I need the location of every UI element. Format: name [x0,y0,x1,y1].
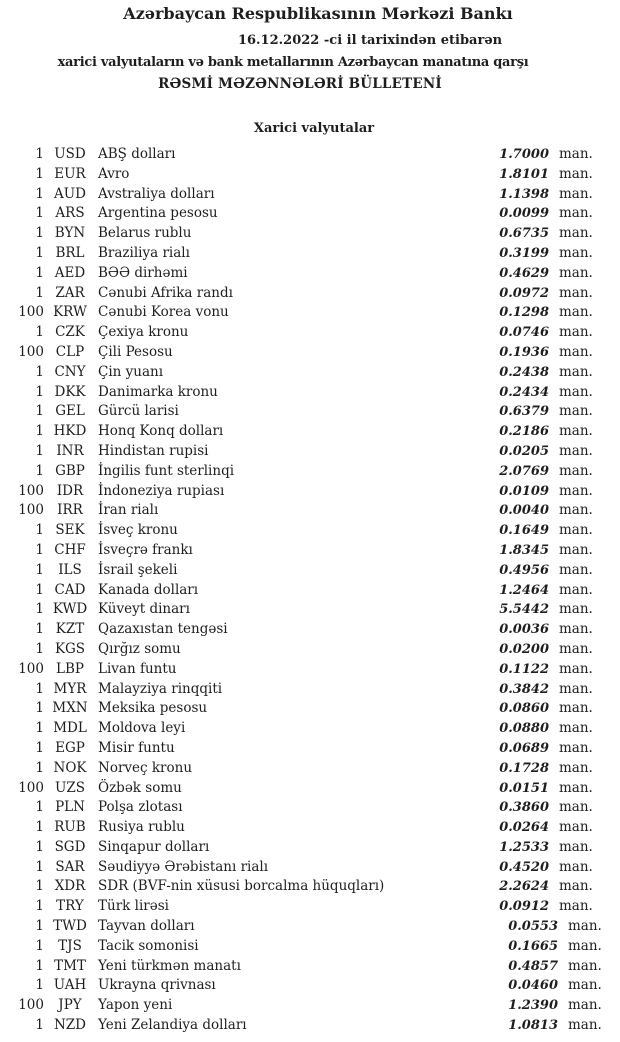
unit-cell: man. [559,423,593,440]
unit-cell: man. [559,165,593,182]
subtitle-line: xarici valyutaların və bank metallarının Azərbaycan manatına qarşı [57,55,529,70]
unit-cell: man. [559,660,593,677]
unit-cell: man. [559,304,593,321]
quantity-cell: 100 [18,779,44,796]
currency-name-cell: Çili Pesosu [98,343,173,360]
rate-cell: 0.1665 [508,938,558,954]
currency-name-cell: ABŞ dolları [98,146,176,162]
unit-cell: man. [559,898,593,915]
unit-cell: man. [559,541,593,558]
table-row [0,779,620,799]
currency-code-cell: KWD [52,601,88,618]
unit-cell: man. [559,700,593,717]
currency-code-cell: HKD [53,423,87,440]
rate-cell: 0.0109 [499,483,549,499]
quantity-cell: 1 [35,403,44,420]
currency-code-cell: NOK [53,759,87,776]
currency-code-cell: KZT [55,621,85,638]
rate-cell: 1.8345 [499,542,549,558]
rate-cell: 0.3199 [499,245,549,261]
quantity-cell: 1 [35,423,44,440]
bank-title: Azərbaycan Respublikasının Mərkəzi Bankı [123,4,513,23]
currency-name-cell: Kanada dolları [98,581,199,598]
table-row [0,976,620,996]
table-row [0,719,620,739]
currency-name-cell: Yapon yeni [98,997,173,1014]
quantity-cell: 1 [35,244,44,261]
quantity-cell: 1 [35,363,44,380]
currency-name-cell: Yeni türkmən manatı [98,957,241,974]
currency-name-cell: Qazaxıstan tengəsi [98,621,228,638]
currency-code-cell: GBP [55,462,85,479]
currency-code-cell: AUD [54,185,86,202]
unit-cell: man. [559,244,593,261]
table-row [0,343,620,363]
quantity-cell: 100 [18,997,44,1014]
bulletin-title: RƏSMİ MƏZƏNNƏLƏRİ BÜLLETENİ [158,76,442,92]
currency-name-cell: Meksika pesosu [98,700,208,717]
currency-code-cell: EGP [55,739,85,756]
table-row [0,204,620,224]
rate-cell: 0.0689 [499,740,549,756]
table-row [0,1016,620,1036]
currency-name-cell: Sinqapur dolları [98,838,210,855]
currency-name-cell: Cənubi Afrika randı [98,284,233,301]
table-row [0,303,620,323]
table-row [0,482,620,502]
currency-code-cell: SEK [55,522,85,539]
unit-cell: man. [559,442,593,459]
table-row [0,660,620,680]
unit-cell: man. [559,462,593,479]
currency-code-cell: ILS [58,561,82,578]
table-row [0,818,620,838]
rate-cell: 1.0813 [508,1018,558,1034]
currency-name-cell: Rusiya rublu [98,819,185,836]
unit-cell: man. [559,522,593,539]
quantity-cell: 100 [18,343,44,360]
quantity-cell: 1 [35,225,44,242]
unit-cell: man. [568,918,602,935]
rate-cell: 1.2533 [499,839,549,855]
unit-cell: man. [559,621,593,638]
table-row [0,501,620,521]
quantity-cell: 100 [18,304,44,321]
unit-cell: man. [559,225,593,242]
currency-name-cell: Çin yuanı [98,363,164,380]
table-row [0,244,620,264]
currency-name-cell: Qırğız somu [98,640,181,657]
rate-cell: 0.1936 [499,344,549,360]
table-row [0,541,620,561]
rate-cell: 0.0553 [508,919,558,935]
rate-cell: 1.7000 [499,147,549,162]
rate-cell: 0.0460 [508,978,558,994]
currency-name-cell: Misir funtu [98,739,175,756]
section-title-foreign-currencies: Xarici valyutalar [253,121,375,136]
table-row [0,561,620,581]
rate-cell: 5.5442 [499,602,549,618]
currency-name-cell: İsveçrə frankı [98,541,193,558]
rates-table [0,145,620,1036]
unit-cell: man. [559,581,593,598]
quantity-cell: 1 [35,462,44,479]
currency-code-cell: AED [54,264,86,281]
table-row [0,640,620,660]
unit-cell: man. [568,937,602,954]
currency-name-cell: Küveyt dinarı [98,601,190,618]
unit-cell: man. [559,403,593,420]
currency-code-cell: PLN [55,799,85,816]
rate-cell: 2.0769 [499,463,549,479]
currency-name-cell: Yeni Zelandiya dolları [98,1017,247,1034]
unit-cell: man. [559,720,593,737]
currency-code-cell: UZS [54,779,85,796]
rate-cell: 0.2438 [499,364,549,380]
unit-cell: man. [559,146,593,162]
currency-code-cell: SGD [54,838,86,855]
currency-name-cell: Türk lirəsi [98,898,169,915]
unit-cell: man. [559,601,593,618]
quantity-cell: 1 [35,522,44,539]
currency-code-cell: ZAR [55,284,85,301]
currency-name-cell: BƏƏ dirhəmi [98,264,188,281]
unit-cell: man. [559,680,593,697]
currency-code-cell: NZD [53,1017,87,1034]
quantity-cell: 1 [35,264,44,281]
rate-cell: 0.0040 [499,503,549,519]
unit-cell: man. [559,878,593,895]
quantity-cell: 1 [35,284,44,301]
currency-code-cell: RUB [54,819,86,836]
currency-code-cell: MXN [52,700,88,717]
quantity-cell: 1 [35,898,44,915]
rate-cell: 0.1649 [499,523,549,539]
currency-name-cell: Ukrayna qrivnası [98,977,216,994]
currency-name-cell: Səudiyyə Ərəbistanı rialı [98,858,269,875]
unit-cell: man. [559,324,593,341]
unit-cell: man. [568,977,602,994]
currency-code-cell: CNY [54,363,86,380]
currency-name-cell: Özbək somu [98,779,182,796]
rate-cell: 1.1398 [499,186,549,202]
currency-name-cell: Norveç kronu [98,759,193,776]
quantity-cell: 1 [35,185,44,202]
rate-cell: 0.2186 [499,424,549,440]
rate-cell: 0.1298 [499,305,549,321]
quantity-cell: 1 [35,720,44,737]
table-row [0,422,620,442]
rate-cell: 0.0200 [499,641,549,657]
table-row [0,858,620,878]
currency-code-cell: KRW [53,304,87,321]
currency-code-cell: CHF [54,541,86,558]
table-row [0,224,620,244]
table-row [0,996,620,1016]
currency-code-cell: CZK [55,324,85,341]
quantity-cell: 1 [35,878,44,895]
rate-cell: 2.2624 [499,879,549,895]
table-row [0,264,620,284]
currency-code-cell: XDR [54,878,86,895]
quantity-cell: 100 [18,660,44,677]
currency-name-cell: Belarus rublu [98,225,192,242]
quantity-cell: 1 [35,165,44,182]
rate-cell: 1.2390 [508,998,558,1014]
currency-code-cell: IDR [56,482,84,499]
quantity-cell: 1 [35,739,44,756]
table-row [0,185,620,205]
currency-name-cell: Hindistan rupisi [98,442,209,459]
table-row [0,323,620,343]
currency-code-cell: LBP [56,660,84,677]
rate-cell: 0.3860 [499,800,549,816]
currency-name-cell: Danimarka kronu [98,383,218,400]
rate-cell: 0.4857 [508,958,558,974]
table-row [0,917,620,937]
quantity-cell: 1 [35,838,44,855]
quantity-cell: 1 [35,957,44,974]
currency-code-cell: GEL [55,403,85,420]
currency-code-cell: CLP [55,343,85,360]
rate-cell: 0.0912 [499,899,549,915]
unit-cell: man. [559,799,593,816]
currency-name-cell: İngilis funt sterlinqi [98,462,235,479]
currency-code-cell: TMT [54,957,86,974]
currency-code-cell: SAR [55,858,85,875]
currency-name-cell: Moldova leyi [98,720,186,737]
currency-name-cell: Malayziya rinqqiti [98,680,223,697]
currency-name-cell: Gürcü larisi [98,403,179,420]
table-row [0,897,620,917]
unit-cell: man. [559,838,593,855]
quantity-cell: 1 [35,601,44,618]
rate-cell: 1.8101 [499,166,549,182]
currency-code-cell: INR [56,442,84,459]
quantity-cell: 1 [35,621,44,638]
unit-cell: man. [559,502,593,519]
quantity-cell: 1 [35,146,44,162]
currency-name-cell: Avro [98,165,130,182]
currency-name-cell: İran rialı [98,502,159,519]
unit-cell: man. [559,739,593,756]
table-row [0,680,620,700]
rate-cell: 0.1122 [499,661,549,677]
quantity-cell: 100 [18,502,44,519]
quantity-cell: 1 [35,759,44,776]
currency-name-cell: İsveç kronu [98,522,178,539]
quantity-cell: 1 [35,937,44,954]
currency-name-cell: Polşa zlotası [98,799,183,816]
quantity-cell: 1 [35,561,44,578]
unit-cell: man. [568,1017,602,1034]
unit-cell: man. [559,284,593,301]
table-row [0,165,620,185]
effective-date-line: 16.12.2022 -ci il tarixindən etibarən [237,33,503,48]
quantity-cell: 1 [35,324,44,341]
unit-cell: man. [559,819,593,836]
unit-cell: man. [559,185,593,202]
quantity-cell: 1 [35,799,44,816]
quantity-cell: 1 [35,700,44,717]
rate-cell: 0.6379 [499,404,549,420]
quantity-cell: 1 [35,858,44,875]
rate-cell: 0.0972 [499,285,549,301]
currency-code-cell: MYR [53,680,87,697]
currency-name-cell: Tacik somonisi [98,937,199,954]
table-row [0,620,620,640]
quantity-cell: 1 [35,1017,44,1034]
rate-cell: 0.0036 [499,622,549,638]
table-row [0,600,620,620]
rate-cell: 0.2434 [499,384,549,400]
currency-code-cell: USD [54,146,86,162]
table-row [0,383,620,403]
table-row [0,838,620,858]
currency-name-cell: Çexiya kronu [98,324,189,341]
quantity-cell: 1 [35,819,44,836]
currency-name-cell: İndoneziya rupiası [98,482,225,499]
currency-code-cell: KGS [54,640,86,657]
currency-code-cell: TJS [58,937,82,954]
unit-cell: man. [559,264,593,281]
currency-code-cell: CAD [54,581,86,598]
currency-code-cell: DKK [54,383,86,400]
rate-cell: 0.4520 [499,859,549,875]
quantity-cell: 1 [35,442,44,459]
unit-cell: man. [559,759,593,776]
unit-cell: man. [559,482,593,499]
table-row [0,798,620,818]
quantity-cell: 1 [35,918,44,935]
table-row [0,739,620,759]
quantity-cell: 1 [35,205,44,222]
rate-cell: 0.0099 [499,206,549,222]
table-row [0,957,620,977]
currency-code-cell: BYN [54,225,86,242]
quantity-cell: 100 [18,482,44,499]
table-row [0,363,620,383]
currency-name-cell: Honq Konq dolları [98,423,224,440]
unit-cell: man. [559,561,593,578]
currency-name-cell: Braziliya rialı [98,244,190,261]
quantity-cell: 1 [35,541,44,558]
currency-code-cell: UAH [53,977,87,994]
table-row [0,877,620,897]
currency-code-cell: JPY [58,997,82,1014]
table-row [0,937,620,957]
currency-code-cell: EUR [54,165,86,182]
unit-cell: man. [559,779,593,796]
unit-cell: man. [559,343,593,360]
currency-code-cell: ARS [55,205,85,222]
currency-name-cell: Avstraliya dolları [98,185,215,202]
table-row [0,521,620,541]
table-row [0,145,620,165]
currency-name-cell: Cənubi Korea vonu [98,304,229,321]
currency-name-cell: Tayvan dolları [98,918,195,935]
unit-cell: man. [568,957,602,974]
currency-code-cell: TWD [53,918,87,935]
table-row [0,759,620,779]
rate-cell: 0.0746 [499,325,549,341]
currency-code-cell: BRL [55,244,85,261]
quantity-cell: 1 [35,680,44,697]
currency-code-cell: IRR [57,502,83,519]
currency-name-cell: İsrail şekeli [98,561,178,578]
table-row [0,402,620,422]
table-row [0,442,620,462]
rate-cell: 0.1728 [499,760,549,776]
quantity-cell: 1 [35,640,44,657]
rate-cell: 0.0151 [499,780,549,796]
unit-cell: man. [559,363,593,380]
rate-cell: 0.4956 [499,562,549,578]
table-row [0,699,620,719]
currency-code-cell: MDL [53,720,87,737]
rate-cell: 0.0880 [499,721,549,737]
unit-cell: man. [568,997,602,1014]
rate-cell: 0.0264 [499,820,549,836]
currency-name-cell: Livan funtu [98,660,177,677]
rate-cell: 1.2464 [499,582,549,598]
quantity-cell: 1 [35,383,44,400]
unit-cell: man. [559,205,593,222]
unit-cell: man. [559,383,593,400]
table-row [0,581,620,601]
currency-name-cell: SDR (BVF-nin xüsusi borcalma hüquqları) [98,878,385,895]
rate-cell: 0.3842 [499,681,549,697]
rate-cell: 0.4629 [499,265,549,281]
unit-cell: man. [559,858,593,875]
table-row [0,284,620,304]
currency-name-cell: Argentina pesosu [98,205,218,222]
quantity-cell: 1 [35,581,44,598]
quantity-cell: 1 [35,977,44,994]
rate-cell: 0.6735 [499,226,549,242]
table-row [0,462,620,482]
unit-cell: man. [559,640,593,657]
currency-code-cell: TRY [56,898,84,915]
rate-cell: 0.0205 [499,443,549,459]
rate-cell: 0.0860 [499,701,549,717]
